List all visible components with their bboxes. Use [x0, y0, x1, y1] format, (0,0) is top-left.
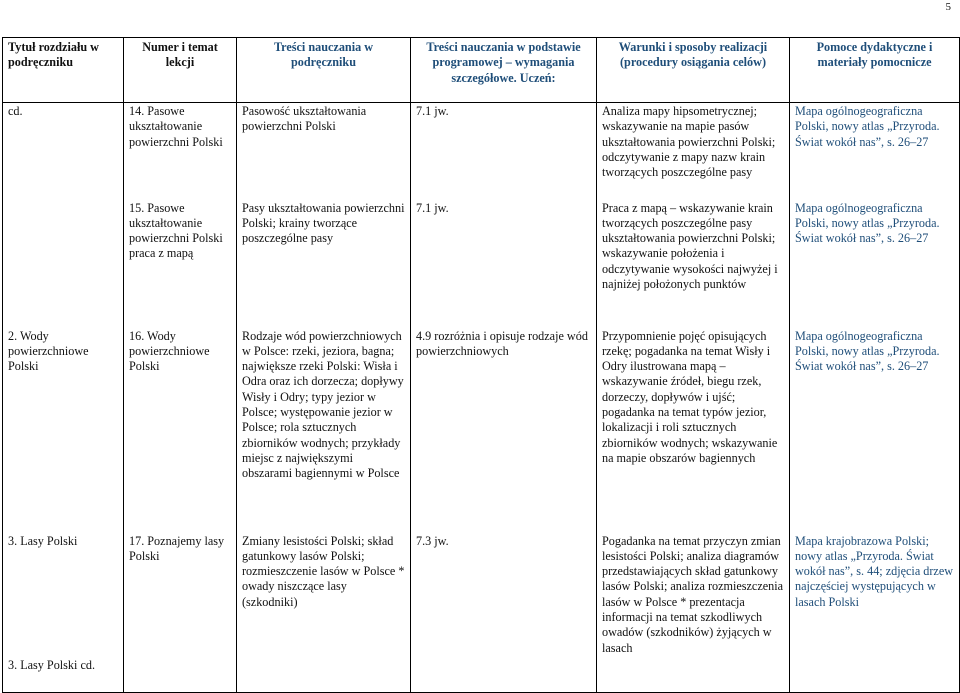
objective-cell: 7.1 jw. — [411, 200, 597, 328]
table-row — [3, 103, 960, 200]
chapter-cell: 2. Wody powierzchniowe Polski — [3, 328, 124, 533]
header-procedures: Warunki i sposoby realizacji (procedury osiągania celów) — [597, 38, 790, 103]
content-cell: Zmiany lesistości Polski; skład gatunkowy lasów Polski; rozmieszczenie lasów w Polsce * owady niszczące lasy (szkodniki) — [237, 533, 411, 657]
procedures-cell: Analiza mapy hipsometrycznej; wskazywanie na mapie pasów ukształtowania powierzchni Polski; odczytywanie z mapy nazw krain tworzących poszczególne pasy — [597, 103, 790, 200]
content-cell: Rodzaje wód powierzchniowych w Polsce: rzeki, jeziora, bagna; największe rzeki Polski: Wisła i Odra oraz ich dorzecza; dopływy Wisły i Odry; typy jezior w Polsce; występowanie jezior w Polsce; rola sztucznych zbiorników wodnych; przykłady miejsc z największymi obszarami bagiennymi w Polsce — [237, 328, 411, 533]
table-row — [3, 200, 960, 328]
header-content: Treści nauczania w podręczniku — [237, 38, 411, 103]
table-row — [3, 533, 960, 657]
objective-cell: 7.3 jw. — [411, 533, 597, 657]
content-cell: Pasowość ukształtowania powierzchni Polski — [237, 103, 411, 200]
curriculum-table — [2, 37, 960, 693]
aids-cell: Mapa ogólnogeograficzna Polski, nowy atlas „Przyroda. Świat wokół nas”, s. 26–27 — [790, 103, 960, 200]
aids-cell: Mapa ogólnogeograficzna Polski, nowy atlas „Przyroda. Świat wokół nas”, s. 26–27 — [790, 200, 960, 328]
lesson-cell: 17. Poznajemy lasy Polski — [124, 533, 237, 657]
objective-cell: 7.1 jw. — [411, 103, 597, 200]
lesson-cell: 15. Pasowe ukształtowanie powierzchni Polski praca z mapą — [124, 200, 237, 328]
lesson-cell: 14. Pasowe ukształtowanie powierzchni Polski — [124, 103, 237, 200]
chapter-cell: 3. Lasy Polski cd. — [3, 657, 124, 693]
chapter-cell — [3, 200, 124, 328]
header-objectives: Treści nauczania w podstawie programowej – wymagania szczegółowe. Uczeń: — [411, 38, 597, 103]
aids-cell: Mapa krajobrazowa Polski; nowy atlas „Przyroda. Świat wokół nas”, s. 44; zdjęcia drzew najczęściej występujących w lasach Polski — [790, 533, 960, 657]
header-aids: Pomoce dydaktyczne i materiały pomocnicze — [790, 38, 960, 103]
aids-cell — [790, 657, 960, 693]
objective-cell: 4.9 rozróżnia i opisuje rodzaje wód powierzchniowych — [411, 328, 597, 533]
header-chapter: Tytuł rozdziału w podręczniku — [3, 38, 124, 103]
lesson-cell: 16. Wody powierzchniowe Polski — [124, 328, 237, 533]
content-cell — [237, 657, 411, 693]
chapter-cell: cd. — [3, 103, 124, 200]
table-row — [3, 657, 960, 693]
procedures-cell: Pogadanka na temat przyczyn zmian lesistości Polski; analiza diagramów przedstawiających skład gatunkowy lasów Polski; analiza rozmieszczenia lasów w Polsce * prezentacja informacji na temat szkodliwych owadów (szkodników) żyjących w lasach — [597, 533, 790, 657]
chapter-cell: 3. Lasy Polski — [3, 533, 124, 657]
procedures-cell: Przypomnienie pojęć opisujących rzekę; pogadanka na temat Wisły i Odry ilustrowana mapą – wskazywanie źródeł, biegu rzek, dorzeczy, dopływów i ujść; pogadanka na temat typów jezior, lokalizacji i roli sztucznych zbiorników wodnych; wskazywanie na mapie obszarów bagiennych — [597, 328, 790, 533]
content-cell: Pasy ukształtowania powierzchni Polski; krainy tworzące poszczególne pasy — [237, 200, 411, 328]
procedures-cell — [597, 657, 790, 693]
aids-cell: Mapa ogólnogeograficzna Polski, nowy atlas „Przyroda. Świat wokół nas”, s. 26–27 — [790, 328, 960, 533]
procedures-cell: Praca z mapą – wskazywanie krain tworzących poszczególne pasy ukształtowania powierzchni Polski; wskazywanie położenia i odczytywanie wysokości najwyżej i najniżej położonych punktów — [597, 200, 790, 328]
lesson-cell — [124, 657, 237, 693]
header-lesson: Numer i temat lekcji — [124, 38, 237, 103]
table-row — [3, 328, 960, 533]
page-number: 5 — [945, 1, 951, 13]
objective-cell — [411, 657, 597, 693]
